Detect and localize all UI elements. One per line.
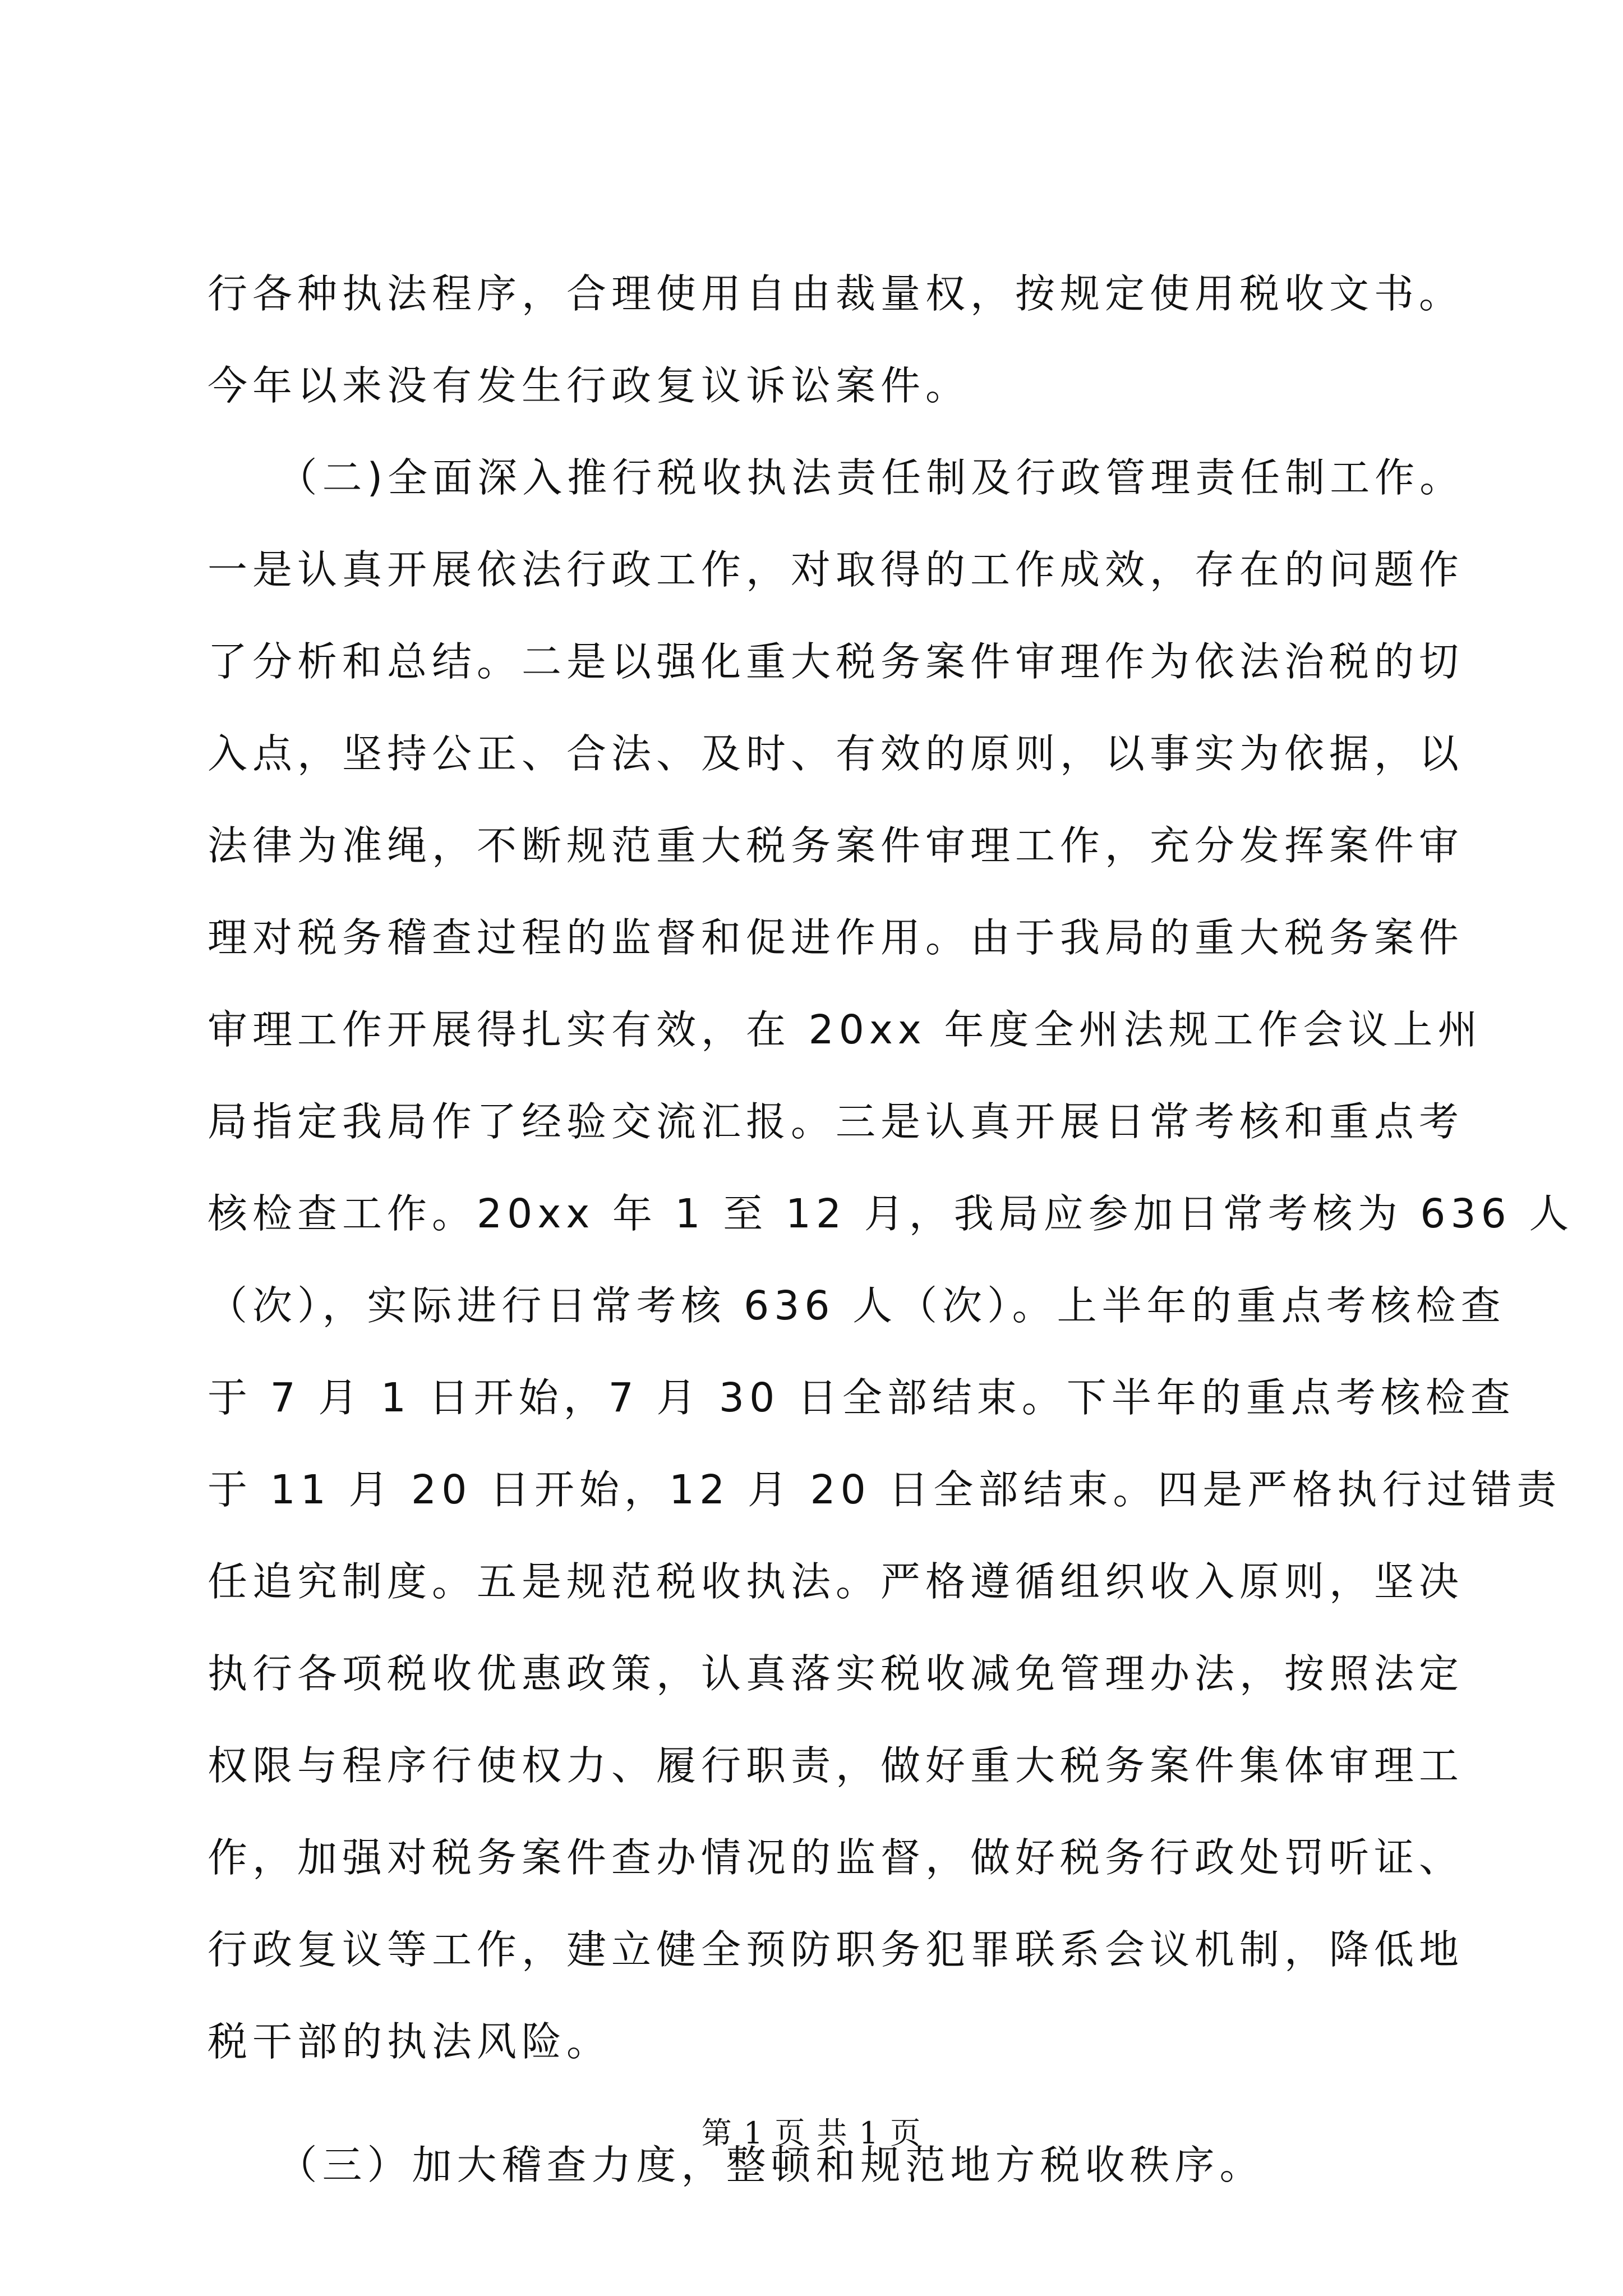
section-heading-2: （二)全面深入推行税收执法责任制及行政管理责任制工作。 [208,454,1465,501]
text-line: 权限与程序行使权力、履行职责，做好重大税务案件集体审理工 [208,1742,1464,1789]
document-body [208,248,1574,2211]
text-line: 执行各项税收优惠政策，认真落实税收减免管理办法，按照法定 [208,1650,1464,1697]
text-line: 今年以来没有发生行政复议诉讼案件。 [208,362,971,409]
text-line: （次），实际进行日常考核 636 人（次）。上半年的重点考核检查 [208,1282,1506,1329]
text-line: 入点，坚持公正、合法、及时、有效的原则，以事实为依据，以 [208,730,1464,777]
section-heading-3: （三）加大稽查力度，整顿和规范地方税收秩序。 [208,2142,1265,2188]
text-line: 法律为准绳，不断规范重大税务案件审理工作，充分发挥案件审 [208,822,1464,869]
text-line: 行各种执法程序，合理使用自由裁量权，按规定使用税收文书。 [208,270,1464,317]
text-line: 一是认真开展依法行政工作，对取得的工作成效，存在的问题作 [208,546,1464,593]
text-line: 于 7 月 1 日开始，7 月 30 日全部结束。下半年的重点考核检查 [208,1374,1515,1421]
text-line: 理对税务稽查过程的监督和促进作用。由于我局的重大税务案件 [208,914,1464,961]
text-line: 核检查工作。20xx 年 1 至 12 月，我局应参加日常考核为 636 人 [208,1190,1574,1237]
text-line: 作，加强对税务案件查办情况的监督，做好税务行政处罚听证、 [208,1834,1464,1881]
text-line: 了分析和总结。二是以强化重大税务案件审理作为依法治税的切 [208,638,1464,685]
text-line: 行政复议等工作，建立健全预防职务犯罪联系会议机制，降低地 [208,1926,1464,1973]
page-footer: 第 1 页 共 1 页 [701,2115,922,2151]
text-line: 于 11 月 20 日开始，12 月 20 日全部结束。四是严格执行过错责 [208,1466,1562,1513]
text-line: 局指定我局作了经验交流汇报。三是认真开展日常考核和重点考 [208,1098,1464,1145]
text-line: 审理工作开展得扎实有效，在 20xx 年度全州法规工作会议上州 [208,1006,1483,1053]
text-line: 任追究制度。五是规范税收执法。严格遵循组织收入原则，坚决 [208,1558,1464,1605]
text-line: 税干部的执法风险。 [208,2018,612,2065]
